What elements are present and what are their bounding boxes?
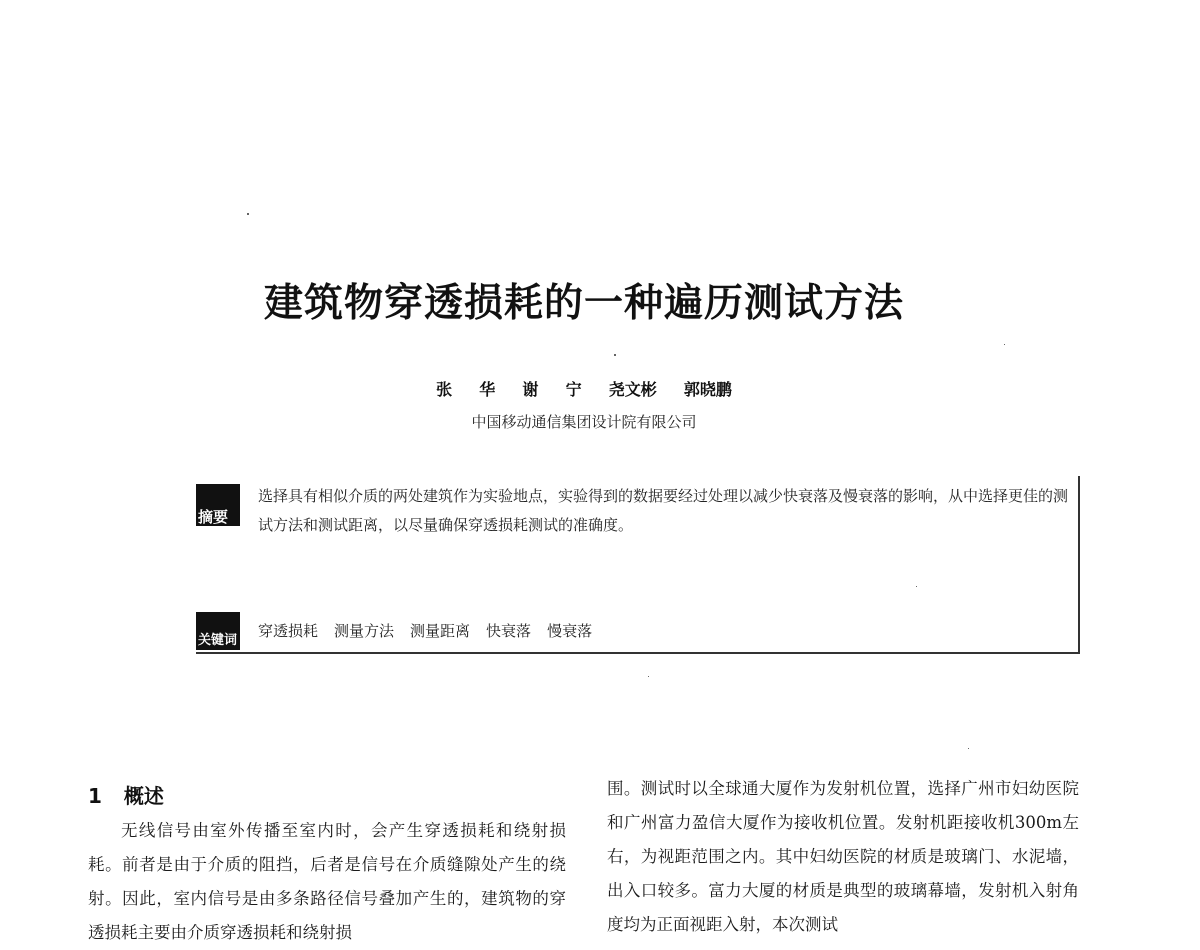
section-title: 概述 (123, 784, 164, 808)
keyword: 穿透损耗 (258, 622, 319, 640)
abstract-text: 选择具有相似介质的两处建筑作为实验地点，实验得到的数据要经过处理以减少快衰落及慢衰落的影响，从中选择更佳的测试方法和测试距离，以尽量确保穿透损耗测试的准确度。 (258, 487, 1069, 534)
keyword: 测量方法 (334, 622, 395, 640)
scan-speck (968, 748, 969, 749)
scan-speck (247, 213, 249, 215)
scan-speck (1004, 344, 1005, 345)
section-number: 1 (88, 784, 102, 808)
body-paragraph: 围。测试时以全球通大厦作为发射机位置，选择广州市妇幼医院和广州富力盈信大厦作为接收机位置。发射机距接收机300m左右，为视距范围之内。其中妇幼医院的材质是玻璃门、水泥墙，出入口较多。富力大厦的材质是典型的玻璃幕墙，发射机入射角度均为正面视距入射，本次测试 (607, 779, 1079, 934)
keywords-tag: 关键词 (196, 612, 240, 650)
scan-speck (648, 676, 649, 677)
paper-title: 建筑物穿透损耗的一种遍历测试方法 (263, 281, 904, 326)
affiliation: 中国移动通信集团设计院有限公司 (471, 413, 697, 431)
section-heading (88, 780, 164, 809)
author-list: 张 华 谢 宁 尧文彬 郭晓鹏 (436, 380, 732, 399)
scan-speck (614, 354, 616, 356)
keyword-list (258, 620, 592, 641)
keyword: 慢衰落 (547, 622, 593, 640)
keyword: 测量距离 (410, 622, 471, 640)
body-column-left (88, 814, 566, 950)
abstract-box (196, 476, 1080, 654)
abstract-tag: 摘要 (196, 484, 240, 526)
body-paragraph: 无线信号由室外传播至室内时，会产生穿透损耗和绕射损耗。前者是由于介质的阻挡，后者是信号在介质缝隙处产生的绕射。因此，室内信号是由多条路径信号叠加产生的，建筑物的穿透损耗主要由介质穿透损耗和绕射损 (88, 821, 566, 942)
keyword: 快衰落 (486, 622, 532, 640)
body-column-right (607, 772, 1079, 942)
